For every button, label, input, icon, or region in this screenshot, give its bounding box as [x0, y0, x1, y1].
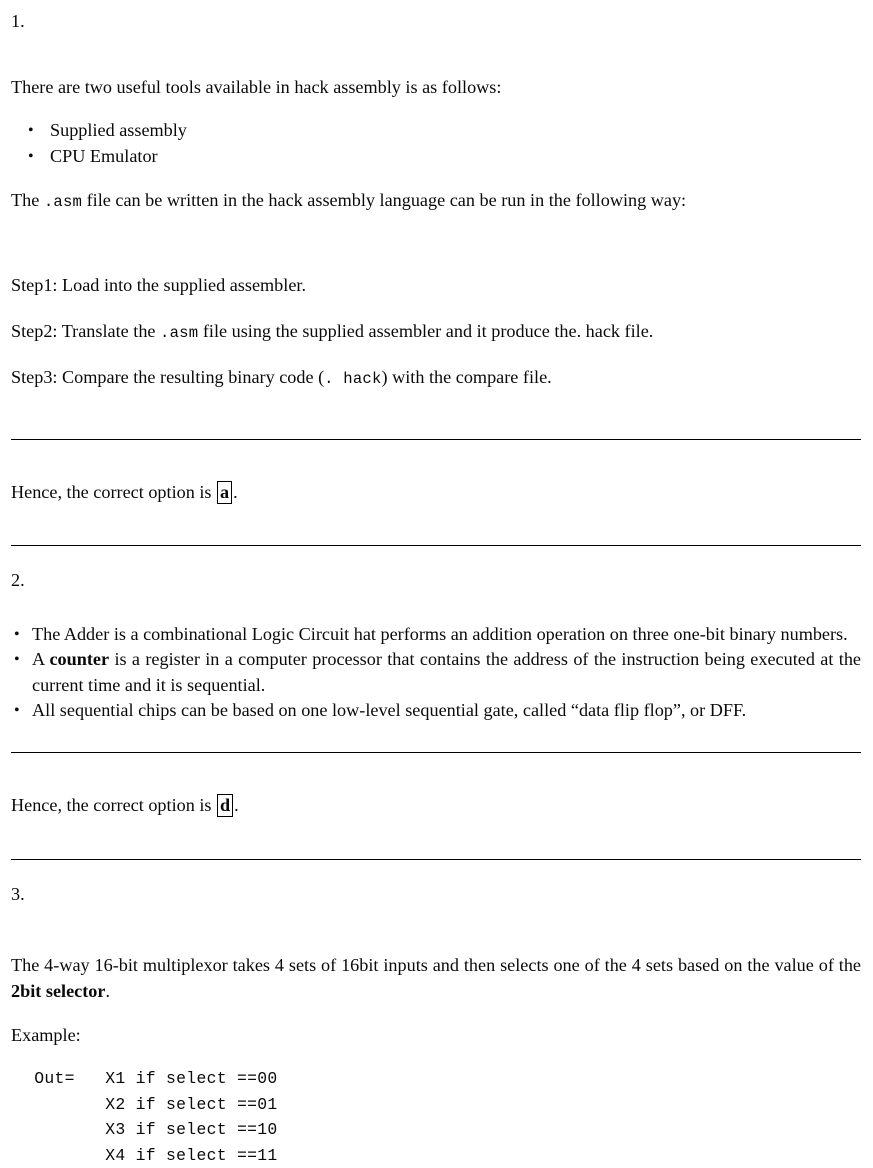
- bullet-text-post: is a register in a computer processor that contains the address of the instruction being executed at the current time and it is sequential.: [32, 649, 861, 695]
- bullet-text-pre: A: [32, 649, 50, 670]
- section-2-number: 2.: [11, 570, 25, 591]
- list-item: [28, 144, 873, 170]
- conclusion-post: .: [234, 795, 239, 816]
- list-item: [28, 118, 873, 144]
- section-2-bullet-list: [0, 622, 873, 724]
- step-2-post: file using the supplied assembler and it produce the. hack file.: [198, 321, 654, 342]
- step-2-mono: .asm: [160, 324, 199, 343]
- paragraph-bold: 2bit selector: [11, 980, 106, 1001]
- conclusion-pre: Hence, the correct option is: [11, 795, 217, 816]
- paragraph-pre: The 4-way 16-bit multiplexor takes 4 sets of 16bit inputs and then selects one of the 4 sets based on the value of the: [11, 955, 861, 976]
- bullet-text-bold: counter: [49, 649, 110, 670]
- section-1-intro: There are two useful tools available in hack assembly is as follows:: [11, 76, 502, 97]
- answer-box: d: [217, 794, 233, 817]
- section-1: [11, 0, 873, 100]
- section-3-paragraph: [11, 953, 873, 1004]
- paragraph-post: .: [105, 980, 110, 1001]
- list-item: [14, 647, 873, 698]
- section-1-bullet-list: [0, 118, 873, 169]
- step-2-line: [11, 319, 873, 347]
- step-3-post: ) with the compare file.: [381, 366, 552, 387]
- step-2-pre: Step2: Translate the: [11, 321, 161, 342]
- asm-run-sentence: [11, 188, 873, 216]
- asm-code-inline: .asm: [43, 192, 83, 211]
- section-1-number: 1.: [11, 11, 25, 31]
- step-1-pre: Step1: Load into the supplied assembler.: [11, 275, 306, 296]
- conclusion-line: [11, 793, 873, 819]
- section-1-conclusion: [11, 480, 873, 506]
- conclusion-pre: Hence, the correct option is: [11, 481, 217, 502]
- example-label: Example:: [11, 1024, 81, 1045]
- section-2: [11, 546, 873, 622]
- conclusion-line: [11, 480, 873, 506]
- section-2-conclusion: [11, 793, 873, 819]
- bullet-text: Supplied assembly: [50, 120, 187, 141]
- conclusion-post: .: [233, 481, 238, 502]
- step-3-line: [11, 365, 873, 393]
- answer-box: a: [217, 481, 232, 504]
- asm-sentence-pre: The: [11, 189, 44, 210]
- step-3-mono: . hack: [324, 369, 382, 388]
- bullet-text: CPU Emulator: [50, 145, 158, 166]
- section-3: [11, 860, 873, 1048]
- section-3-number: 3.: [11, 883, 25, 904]
- section-1-asm-line: [11, 188, 873, 393]
- list-item: [14, 698, 873, 724]
- asm-sentence-post: file can be written in the hack assembly language can be run in the following way:: [82, 189, 687, 210]
- bullet-text: The Adder is a combinational Logic Circuit hat performs an addition operation on three one-bit binary numbers.: [32, 623, 848, 644]
- step-1-line: [11, 273, 873, 301]
- mux-example-code: Out= X1 if select ==00 X2 if select ==01 X3 if select ==10 X4 if select ==11: [34, 1069, 278, 1165]
- step-3-pre: Step3: Compare the resulting binary code (: [11, 366, 325, 387]
- bullet-text: All sequential chips can be based on one low-level sequential gate, called “data flip flop”, or DFF.: [32, 700, 747, 721]
- list-item: [14, 622, 873, 648]
